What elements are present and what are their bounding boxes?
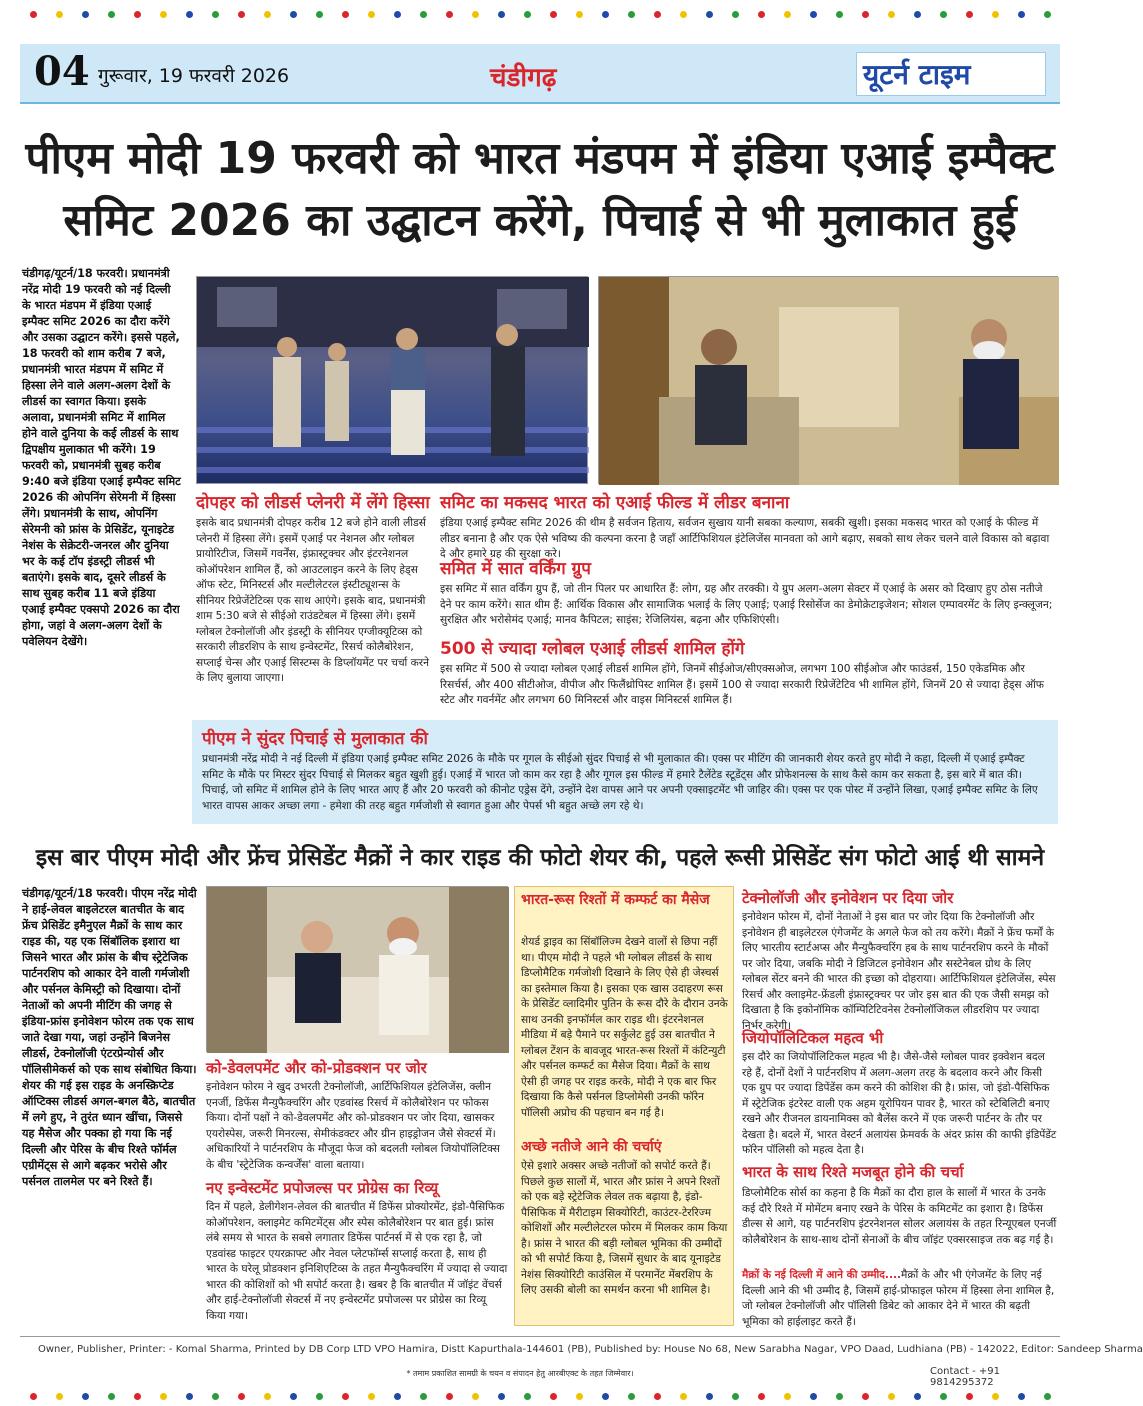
- story1-lead-column: चंडीगढ़/यूटर्न/18 फरवरी। प्रधानमंत्री नरेंद्र मोदी 19 फरवरी को नई दिल्ली के भारत मंडपम में इंडिया एआई इम्पैक्ट समिट 2026 का दौरा करेंगे और उसका उद्घाटन करेंगे। इससे पहले, 18 फरवरी को शाम करीब 7 बजे, प्रधानमंत्री भारत मंडपम में समिट में हिस्सा लेने वाले अलग-अलग देशों के लीडर्स का स्वागत किया। इसके अलावा, प्रधानमंत्री समिट में शामिल होने वाले दुनिया के कई लीडर्स के साथ द्विपक्षीय मुलाकात भी करेंगे। 19 फरवरी को, प्रधानमंत्री सुबह करीब 9:40 बजे इंडिया एआई इम्पैक्ट समिट 2026 की ओपनिंग सेरेमनी में हिस्सा लेंगे। प्रधानमंत्री के साथ, ओपनिंग सेरेमनी को फ्रांस के प्रेसिडेंट, यूनाइटेड नेशंस के सेक्रेटरी-जनरल और दुनिया भर के कई टॉप इंडस्ट्री लीडर्स भी बताएंगे। इसके बाद, दूसरे लीडर्स के साथ सुबह करीब 11 बजे इंडिया एआई इम्पैक्ट एक्सपो 2026 का दौरा होगा, जहां वे अलग-अलग देशों के पवेलियन देखेंगे।: [22, 267, 181, 648]
- story2-sub-india-russia: भारत-रूस रिश्तों में कम्फर्ट का मैसेज: [521, 892, 710, 908]
- top-dot-strip: [20, 10, 1060, 18]
- story1-sub-summit-goal: समिट का मकसद भारत को एआई फील्ड में लीडर बनाना: [440, 493, 790, 513]
- main-headline-line1: पीएम मोदी 19 फरवरी को भारत मंडपम में इंडिया एआई इम्पैक्ट: [25, 133, 1055, 184]
- story2-body-technology: इनोवेशन फोरम में, दोनों नेताओं ने इस बात पर जोर दिया कि टेक्नोलॉजी और इनोवेशन ही बाइलेटरल एंगेजमेंट के अगले फेज को तय करेंगे। मैक्रों ने फ्रेंच फर्मों के लिए भारतीय स्टार्टअप्स और मैन्युफैक्चरिंग हब के साथ पार्टनरशिप करने के मौकों पर जोर दिया, जबकि मोदी ने डिजिटल इनोवेशन और सस्टेनेबल ग्रोथ के लिए ग्लोबल सेंटर बनने की भारत की इच्छा को दोहराया। आर्टिफिशियल इंटेलिजेंस, स्पेस रिसर्च और क्लाइमेट-फ्रेंडली इंफ्रास्ट्रक्चर पर जोर इस बात की एक जैसी समझ को दिखाता है कि इकोनॉमिक कॉम्पिटिटिवनेस टेक्नोलॉजिकल लीडरशिप पर ज्यादा निर्भर करेगी।: [742, 911, 1056, 1032]
- story2-body-codevelopment: इनोवेशन फोरम ने खुद उभरती टेक्नोलॉजी, आर्टिफिशियल इंटेलिजेंस, क्लीन एनर्जी, डिफेंस मैन्युफैक्चरिंग और एडवांस्ड रिसर्च में कोलैबोरेशन पर फोकस किया। दोनों पक्षों ने को-डेवलपमेंट और को-प्रोडक्शन पर जोर दिया, खासकर एयरोस्पेस, जरूरी मिनरल्स, सेमीकंडक्टर और ग्रीन हाइड्रोजन जैसे सेक्टर्स में। अधिकारियों ने पार्टनरशिप के मौजूदा फेज को बदलती ग्लोबल जियोपॉलिटिक्स के बीच 'स्ट्रेटेजिक कन्वर्जेंस' वाला बताया।: [206, 1081, 500, 1171]
- main-headline-line2: समिट 2026 का उद्घाटन करेंगे, पिचाई से भी मुलाकात हुई: [63, 195, 1017, 246]
- newspaper-logo: [856, 52, 1046, 96]
- footer-divider: [20, 1336, 1060, 1337]
- photo-modi-pichai-illustration: [599, 277, 1059, 485]
- story2-body-geopolitical: इस दौरे का जियोपॉलिटिकल महत्व भी है। जैसे-जैसे ग्लोबल पावर इक्वेशन बदल रहे हैं, दोनों देशों ने पार्टनरशिप में अलग-अलग तरह के बदलाव करने और किसी एक ग्रुप पर ज्यादा डिपेंडेंस कम करने की कोशिश की है। फ्रांस, जो इंडो-पैसिफिक में स्ट्रेटेजिक इंटरेस्ट वाली एक अहम यूरोपियन पावर है, भारत को स्टेबिलिटी बनाए रखने और रीजनल डायनामिक्स को बैलेंस करने में एक जरूरी पार्टनर के तौर पर देखता है। बदले में, भारत वेस्टर्न अलायंस फ्रेमवर्क के अंदर फ्रांस की काफी इंडिपेंडेंट फॉरेन पॉलिसी को महत्व देता है।: [742, 1051, 1057, 1156]
- story2-sub-geopolitical: जियोपॉलिटिकल महत्व भी: [742, 1029, 884, 1047]
- story1-sub-leaders-plenary: दोपहर को लीडर्स प्लेनरी में लेंगे हिस्सा: [196, 493, 430, 513]
- story2-body-good-results: ऐसे इशारे अक्सर अच्छे नतीजों को सपोर्ट करते हैं। पिछले कुछ सालों में, भारत और फ्रांस ने अपने रिश्तों को एक बड़े स्ट्रेटेजिक लेवल तक बढ़ाया है, इंडो-पैसिफिक में मैरीटाइम सिक्योरिटी, काउंटर-टेररिज्म कोशिशों और मल्टीलेटरल फोरम में मिलकर काम किया है। फ्रांस ने भारत की बड़ी ग्लोबल भूमिका की उम्मीदों को भी सपोर्ट किया है, जिसमें सुधार के बाद यूनाइटेड नेशंस सिक्योरिटी काउंसिल में परमानेंट मेंबरशिप के लिए उसकी बोली का समर्थन करना भी शामिल है।: [521, 1160, 728, 1296]
- story2-body-investment: दिन में पहले, डेलीगेशन-लेवल की बातचीत में डिफेंस प्रोक्योरमेंट, इंडो-पैसिफिक कोऑपरेशन, क्लाइमेट कमिटमेंट्स और स्पेस कोलैबोरेशन पर बात हुई। फ्रांस लंबे समय से भारत के सबसे लगातार डिफेंस पार्टनर्स में से एक रहा है, जो एडवांस्ड फाइटर एयरक्राफ्ट और नेवल प्लेटफॉर्म्स सप्लाई करता है, साथ ही भारत के घरेलू प्रोडक्शन इनिशिएटिव्स के तहत मैन्युफैक्चरिंग में ज्यादा से ज्यादा भारत की कोशिशों को भी सपोर्ट करता है। खबर है कि बातचीत में जॉइंट वेंचर्स और हाई-टेक्नोलॉजी सेक्टर्स में नए इन्वेस्टमेंट प्रपोजल्स पर प्रोग्रेस का रिव्यू किया गया।: [206, 1201, 508, 1322]
- photo-modi-pichai: [598, 276, 1058, 484]
- photo-modi-macron-car: [206, 886, 508, 1052]
- footer-imprint: Owner, Publisher, Printer: - Komal Sharma, Printed by DB Corp LTD VPO Hamira, Distt Kapurthala-144601 (PB), Published by: House No 68, New Sarabha Nagar, VPO Daad, Ludhiana (PB) - 142022, Editor: Sandeep Sharma: [38, 1344, 1143, 1355]
- story2-lead-column: चंडीगढ़/यूटर्न/18 फरवरी। पीएम नरेंद्र मोदी ने हाई-लेवल बाइलेटरल बातचीत के बाद फ्रेंच प्रेसिडेंट इमैनुएल मैक्रों के साथ कार राइड की, यह एक सिंबॉलिक इशारा था जिसने भारत और फ्रांस के बीच स्ट्रेटेजिक पार्टनरशिप को आकार देने वाली गर्मजोशी और पर्सनल केमिस्ट्री को दिखाया। दोनों नेताओं को अपनी मीटिंग की जगह से इंडिया-फ्रांस इनोवेशन फोरम तक एक साथ जाते देखा गया, जहां उन्होंने बिजनेस लीडर्स, टेक्नोलॉजी एंटरप्रेन्योर्स और पॉलिसीमेकर्स को एक साथ संबोधित किया। शेयर की गई इस राइड के अनस्क्रिप्टेड ऑप्टिक्स लीडर्स अगल-बगल बैठे, बातचीत में लगे हुए, ने तुरंत ध्यान खींचा, जिससे यह मैसेज और पक्का हो गया कि नई दिल्ली और पेरिस के बीच रिश्ते फॉर्मल एग्रीमेंट्स से आगे बढ़कर भरोसे और पर्सनल तालमेल पर बने रिश्ते हैं।: [22, 887, 197, 1188]
- photo-modi-walking: [196, 276, 588, 484]
- story1-body-working-groups: इस समिट में सात वर्किंग ग्रुप हैं, जो तीन पिलर पर आधारित हैं: लोग, ग्रह और तरक्की। ये ग्रुप अलग-अलग सेक्टर में एआई के असर को दिखाए हुए ठोस नतीजे देने पर काम करेंगे। सात थीम हैं: आर्थिक विकास और सामाजिक भलाई के लिए एआई; एआई रिसोर्सेज का डेमोक्रेटाइजेशन; सोशल एम्पावरमेंट के लिए इन्क्लूजन; सुरक्षित और भरोसेमंद एआई; मानव कैपिटल; साइंस; रेजिलियंस, बढ़ना और एफिशिएंसी।: [440, 583, 1053, 626]
- story1-body-summit-goal: इंडिया एआई इम्पैक्ट समिट 2026 की थीम है सर्वजन हिताय, सर्वजन सुखाय यानी सबका कल्याण, सबकी खुशी। इसका मकसद भारत को एआई के फील्ड में लीडर बनाना है और एक ऐसे भविष्य की कल्पना करना है जहाँ आर्टिफिशियल इंटेलिजेंस मानवता को आगे बढ़ाए, सबको साथ लेकर चलने वाले विकास को बढ़ावा दे और हमारे ग्रह की सुरक्षा करे।: [440, 517, 1050, 560]
- story1-body-leaders-plenary: इसके बाद प्रधानमंत्री दोपहर करीब 12 बजे होने वाली लीडर्स प्लेनरी में हिस्सा लेंगे। इसमें एआई पर नेशनल और ग्लोबल प्रायोरिटीज, जिसमें गवर्नेंस, इंफ्रास्ट्रक्चर और इंटरनेशनल कोऑपरेशन शामिल हैं, को आउटलाइन करने के लिए हेड्स ऑफ स्टेट, मिनिस्टर्स और मल्टीलेटरल इंस्टीट्यूशन्स के सीनियर रिप्रेजेंटेटिव्स एक साथ आएंगे। इसके बाद, प्रधानमंत्री शाम 5:30 बजे से सीईओ राउंडटेबल में हिस्सा लेंगे। इसमें ग्लोबल टेक्नोलॉजी और इंडस्ट्री के सीनियर एग्जीक्यूटिव्स को सरकारी लीडरशिप के साथ इन्वेस्टमेंट, रिसर्च कोलैबोरेशन, सप्लाई चेन्स और एआई सिस्टम्स के डिप्लॉयमेंट पर चर्चा करने के लिए बुलाया जाएगा।: [196, 517, 430, 684]
- story2-body-relations: डिप्लोमैटिक सोर्स का कहना है कि मैक्रों का दौरा हाल के सालों में भारत के उनके कई दौरे रिश्ते में मोमेंटम बनाए रखने के पेरिस के कमिटमेंट का इशारा है। डिफेंस डील्स से आगे, यह पार्टनरशिप इंटरनेशनल सोलर अलायंस के तहत रिन्यूएबल एनर्जी कोलैबोरेशन के साथ-साथ दोनों सेनाओं के बीच जॉइंट एक्सरसाइज तक बढ़ गई है।: [742, 1187, 1057, 1246]
- bottom-dot-strip: [20, 1392, 1060, 1400]
- story2-body-india-russia: शेयर्ड ड्राइव का सिंबॉलिज्म देखने वालों से छिपा नहीं था। पीएम मोदी ने पहले भी ग्लोबल लीडर्स के साथ डिप्लोमैटिक गर्मजोशी दिखाने के लिए ऐसे ही जेस्चर्स का इस्तेमाल किया है। इसका एक खास उदाहरण रूस के प्रेसिडेंट व्लादिमीर पुतिन के रूस दौरे के दौरान उनके साथ उनकी इनफॉर्मल कार राइड थी। इंटरनेशनल मीडिया में बड़े पैमाने पर सर्कुलेट हुई उस बातचीत ने ग्लोबल टेंशन के बावजूद भारत-रूस रिश्तों में कंटिन्युटी और पर्सनल कम्फर्ट का मैसेज दिया। मैक्रों के साथ ऐसी ही जगह पर राइड करके, मोदी ने एक बार फिर दिखाया कि कैसे पर्सनल डिप्लोमेसी उनकी फॉरेन पॉलिसी अप्रोच की पहचान बन गई है।: [521, 936, 728, 1119]
- footer-disclaimer: * तमाम प्रकाशित सामग्री के चयन व संपादन हेतु आरबीएक्ट के तहत जिम्मेवार।: [406, 1369, 634, 1378]
- story1-body-pichai: प्रधानमंत्री नरेंद्र मोदी ने नई दिल्ली में इंडिया एआई इम्पैक्ट समिट 2026 के मौके पर गूगल के सीईओ सुंदर पिचाई से भी मुलाकात की। एक्स पर मीटिंग की जानकारी शेयर करते हुए मोदी ने कहा, दिल्ली में एआई इम्पैक्ट समिट के मौके पर मिस्टर सुंदर पिचाई से मिलकर बहुत खुशी हुई। एआई में भारत जो काम कर रहा है और गूगल इस फील्ड में हमारे टैलेंटेड स्टूडेंट्स और प्रोफेशनल्स के साथ कैसे काम कर सकता है, इस बारे में बात की। पिचाई, जो समिट में शामिल होने के लिए भारत आए हैं और 20 फरवरी को कीनोट एड्रेस देंगे, उन्होंने देश वापस आने पर अपनी एक्साइटमेंट भी जाहिर की। एक्स पर एक पोस्ट में उन्होंने लिखा, एआई इम्पैक्ट समिट के लिए भारत वापस आकर अच्छा लगा - हमेशा की तरह बहुत गर्मजोशी से स्वागत हुआ और पेपर्स भी बहुत अच्छे लग रहे थे।: [202, 753, 1038, 812]
- story2-sub-relations: भारत के साथ रिश्ते मजबूत होने की चर्चा: [742, 1163, 964, 1181]
- main-headline: [24, 128, 1056, 252]
- story2-sub-technology: टेक्नोलॉजी और इनोवेशन पर दिया जोर: [742, 889, 954, 907]
- story2-sub-codevelopment: को-डेवलपमेंट और को-प्रोडक्शन पर जोर: [206, 1059, 427, 1077]
- page-header: [20, 44, 1060, 104]
- edition-city: चंडीगढ़: [490, 63, 557, 93]
- story2-body-macron-visit-head: मैक्रों के नई दिल्ली में आने की उम्मीद....: [742, 1269, 902, 1281]
- story2-body-macron-visit: [742, 1268, 1058, 1330]
- second-headline: इस बार पीएम मोदी और फ्रेंच प्रेसिडेंट मैक्रों ने कार राइड की फोटो शेयर की, पहले रूसी प्रेसिडेंट संग फोटो आई थी सामने: [35, 845, 1045, 871]
- pichai-meeting-box: [192, 720, 1058, 824]
- story2-sub-investment: नए इन्वेस्टमेंट प्रपोजल्स पर प्रोग्रेस का रिव्यू: [206, 1179, 439, 1197]
- logo-text: यूटर्न टाइम: [863, 58, 971, 91]
- page-number: 04: [34, 48, 90, 95]
- issue-date: गुरूवार, 19 फरवरी 2026: [98, 65, 290, 87]
- photo-modi-macron-car-illustration: [207, 887, 509, 1053]
- photo-modi-walking-illustration: [197, 277, 589, 485]
- story1-sub-pichai: पीएम ने सुंदर पिचाई से मुलाकात की: [202, 729, 428, 749]
- story1-sub-global-leaders: 500 से ज्यादा ग्लोबल एआई लीडर्स शामिल होंगे: [440, 639, 745, 659]
- story1-body-global-leaders: इस समिट में 500 से ज्यादा ग्लोबल एआई लीडर्स शामिल होंगे, जिनमें सीईओज/सीएक्सओज, लगभग 100 सीईओज और फाउंडर्स, 150 एकेडमिक और रिसर्चर्स, और 400 सीटीओज, वीपीज और फिलैंथ्रोपिस्ट शामिल हैं। इसमें 100 से ज्यादा सरकारी रिप्रेजेंटेटिव भी शामिल होंगे, जिनमें 20 से ज्यादा हेड्स ऑफ स्टेट और गवर्नमेंट और लगभग 60 मिनिस्टर्स और वाइस मिनिस्टर्स शामिल हैं।: [440, 663, 1044, 706]
- story2-sub-good-results: अच्छे नतीजे आने की चर्चाएं: [521, 1139, 662, 1155]
- story2-body-macron-visit-text: मैक्रों के और भी एंगेजमेंट के लिए नई दिल्ली आने की भी उम्मीद है, जिसमें हाई-प्रोफाइल फोरम में हिस्सा लेना शामिल है, जो ग्लोबल टेक्नोलॉजी और पॉलिसी डिबेट को आकार देने में भारत की बढ़ती भूमिका को हाईलाइट करते हैं।: [742, 1269, 1055, 1328]
- india-russia-box: [514, 886, 734, 1326]
- story1-sub-working-groups: समित में सात वर्किंग ग्रुप: [440, 559, 591, 579]
- footer-contact: Contact - +91 9814295372: [930, 1366, 1000, 1388]
